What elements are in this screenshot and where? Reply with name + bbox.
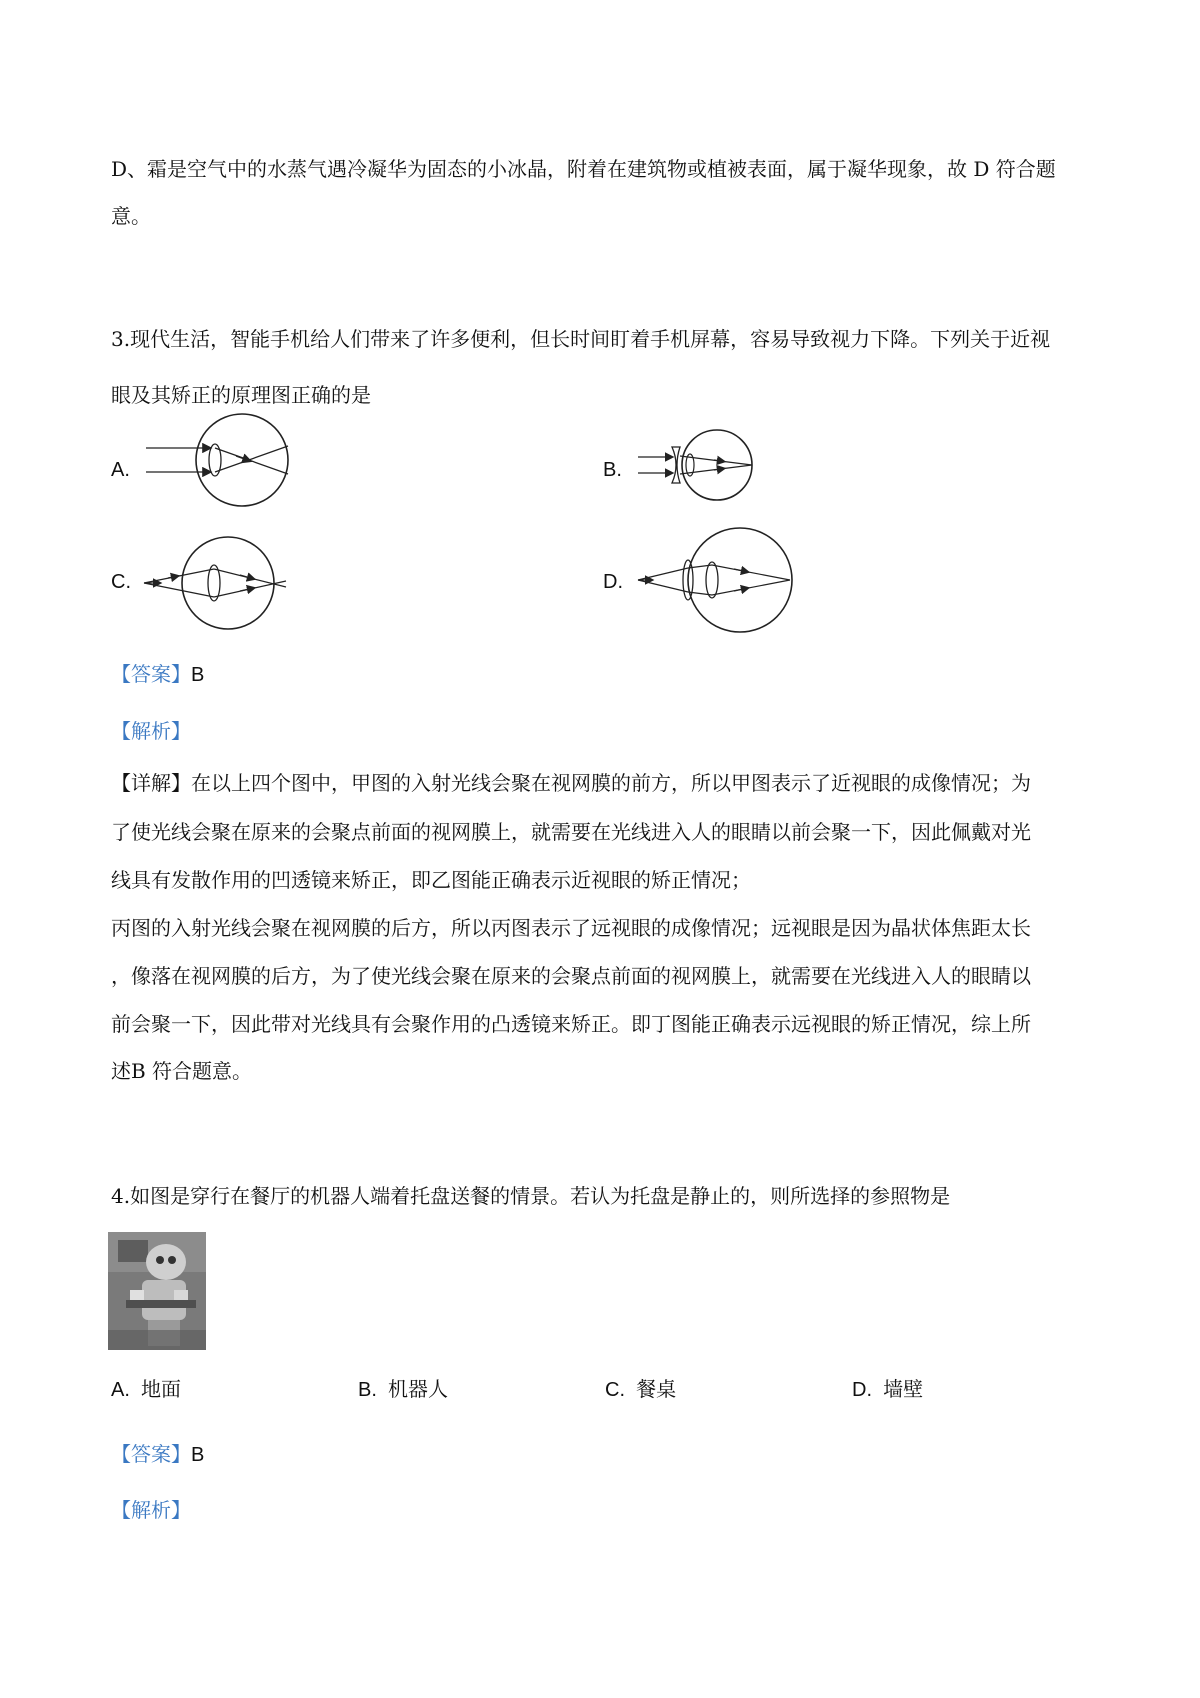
q4-option-d: D. 墙壁 <box>852 1377 924 1401</box>
q3-answer-tag: 【答案】 <box>111 662 191 686</box>
q4-option-c: C. 餐桌 <box>605 1377 677 1401</box>
q3-detail-tag: 【详解】 <box>111 771 191 795</box>
q4-answer-value: B <box>191 1444 205 1466</box>
q3-detail-line1: 【详解】在以上四个图中，甲图的入射光线会聚在视网膜的前方，所以甲图表示了近视眼的成像情况；为 <box>111 771 1031 795</box>
q2-option-d-line1: D、霜是空气中的水蒸气遇冷凝华为固态的小冰晶，附着在建筑物或植被表面，属于凝华现象，故 D 符合题 <box>111 157 1056 181</box>
q4-stem: 4.如图是穿行在餐厅的机器人端着托盘送餐的情景。若认为托盘是静止的，则所选择的参照物是 <box>111 1184 951 1208</box>
q4-answer-tag: 【答案】 <box>111 1442 191 1466</box>
q3-option-c-label: C. <box>111 571 131 593</box>
q3-answer-value: B <box>191 664 205 686</box>
q3-stem-line2: 眼及其矫正的原理图正确的是 <box>111 383 371 407</box>
robot-waiter-photo <box>108 1232 206 1350</box>
q3-detail-line7: 述B 符合题意。 <box>111 1059 253 1083</box>
convex-lens-correction-diagram <box>634 525 794 635</box>
nearsighted-eye-diagram <box>140 412 290 512</box>
q4-answer <box>111 1439 204 1470</box>
q3-answer <box>111 659 204 690</box>
q3-option-d-label: D. <box>603 571 623 593</box>
q3-analysis-tag: 【解析】 <box>111 719 191 743</box>
q3-stem-line1: 3.现代生活，智能手机给人们带来了许多便利，但长时间盯着手机屏幕，容易导致视力下降。下列关于近视 <box>111 327 1051 351</box>
concave-lens-correction-diagram <box>634 425 754 505</box>
q3-detail-line5: ，像落在视网膜的后方，为了使光线会聚在原来的会聚点前面的视网膜上，就需要在光线进入人的眼睛以 <box>111 964 1031 988</box>
q3-detail-line4: 丙图的入射光线会聚在视网膜的后方，所以丙图表示了远视眼的成像情况；远视眼是因为晶状体焦距太长 <box>111 916 1031 940</box>
q2-option-d-line2: 意。 <box>111 204 151 228</box>
farsighted-eye-diagram <box>140 535 290 635</box>
q3-option-a-label: A. <box>111 459 130 481</box>
q4-option-b: B. 机器人 <box>358 1377 449 1401</box>
q3-option-b-label: B. <box>603 459 622 481</box>
q3-detail-line6: 前会聚一下，因此带对光线具有会聚作用的凸透镜来矫正。即丁图能正确表示远视眼的矫正情况，综上所 <box>111 1012 1031 1036</box>
q4-analysis-tag: 【解析】 <box>111 1498 191 1522</box>
q4-option-a: A. 地面 <box>111 1377 182 1401</box>
q3-detail-line2: 了使光线会聚在原来的会聚点前面的视网膜上，就需要在光线进入人的眼睛以前会聚一下，因此佩戴对光 <box>111 820 1031 844</box>
q3-detail-line3: 线具有发散作用的凹透镜来矫正，即乙图能正确表示近视眼的矫正情况； <box>111 868 751 892</box>
